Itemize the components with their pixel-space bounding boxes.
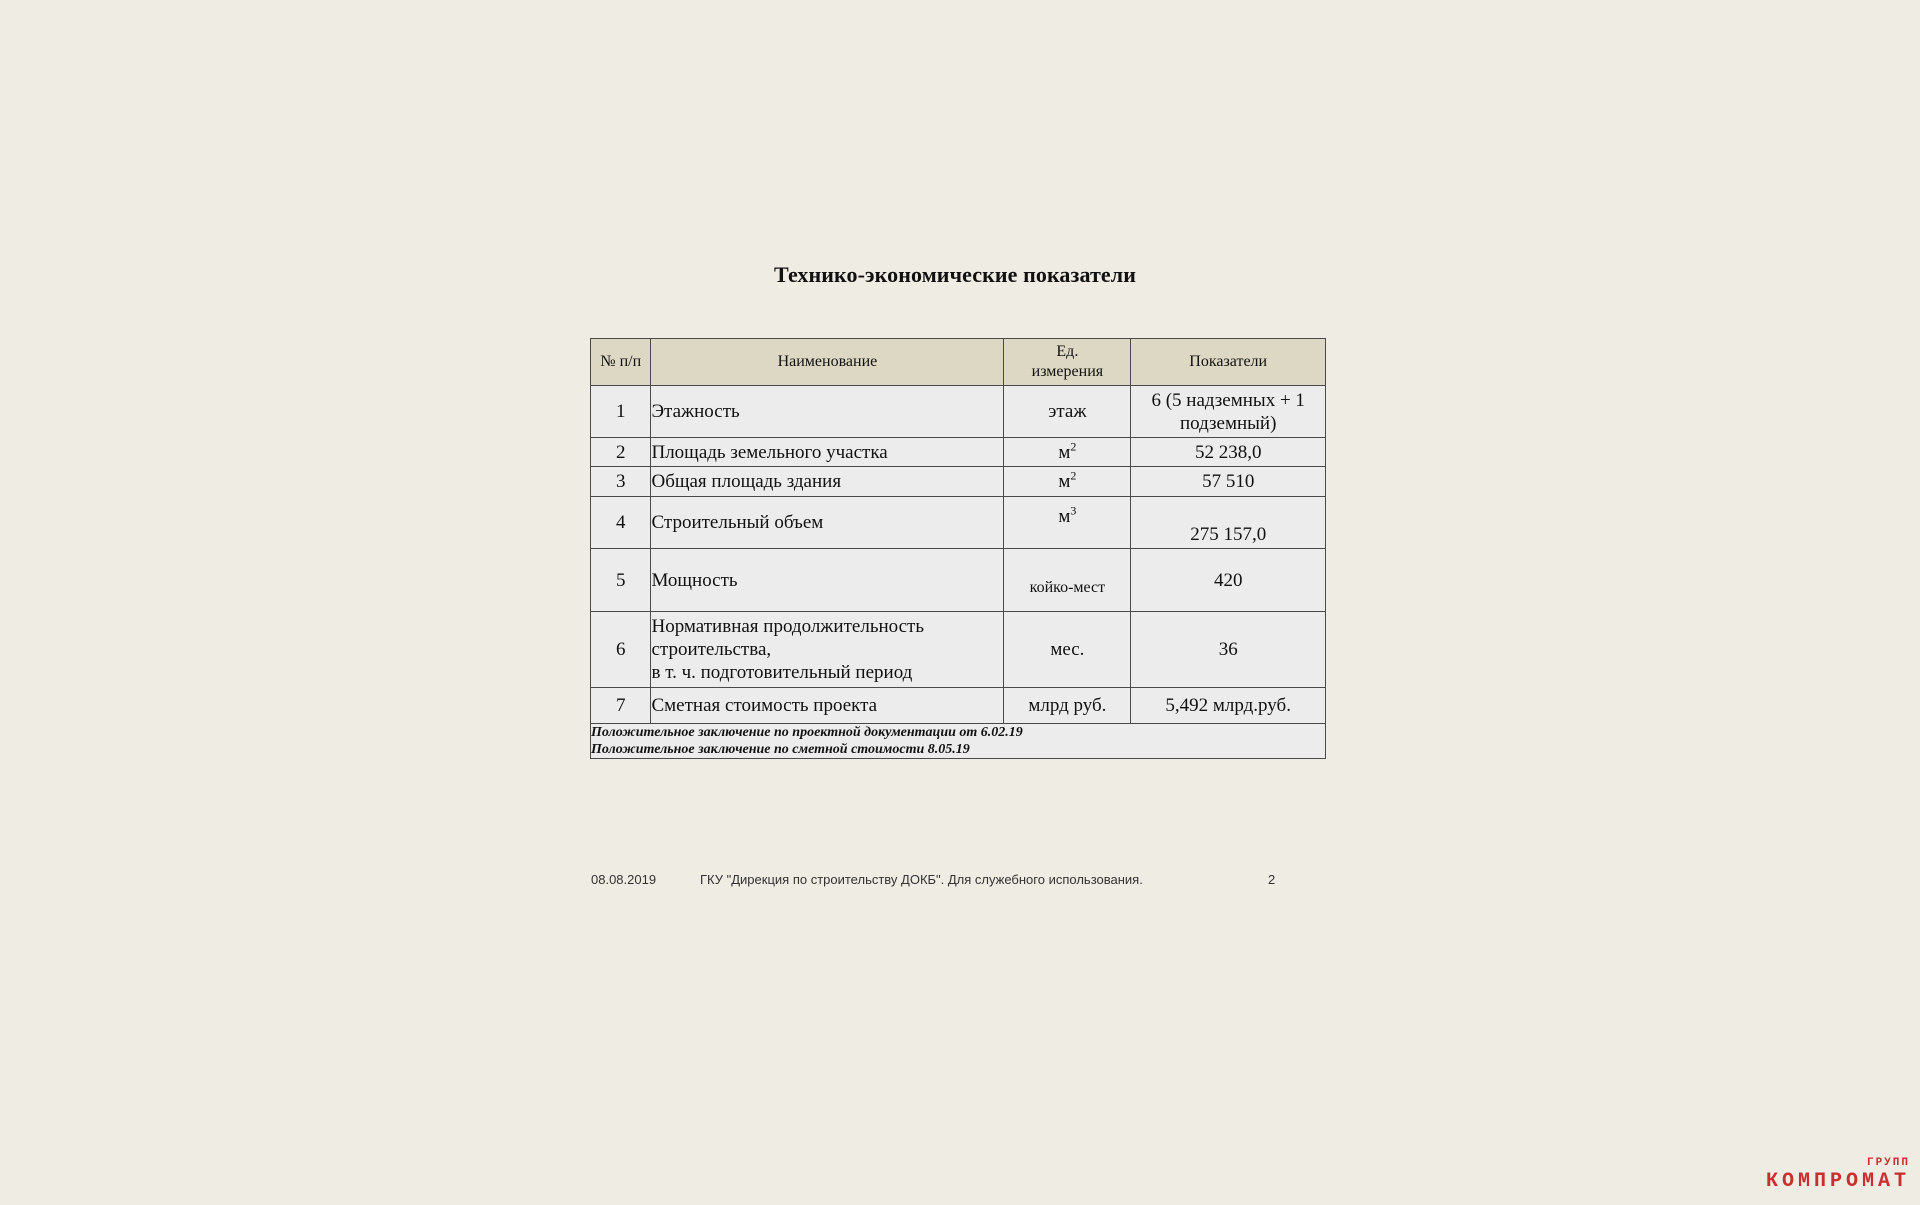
unit-superscript: 3 — [1070, 503, 1077, 518]
row-num: 1 — [591, 386, 651, 438]
row-num: 2 — [591, 438, 651, 467]
table-row — [591, 438, 1326, 467]
unit-base: м — [1058, 506, 1071, 527]
row-value: 57 510 — [1131, 467, 1326, 497]
table-header-row — [591, 339, 1326, 386]
note-cost-estimate: Положительное заключение по сметной стоимости 8.05.19 — [591, 742, 970, 757]
row-num: 5 — [591, 549, 651, 612]
footer-organization: ГКУ "Дирекция по строительству ДОКБ". Для служебного использования. — [700, 872, 1143, 887]
row-unit — [1004, 438, 1131, 467]
header-unit-line1: Ед. — [1056, 343, 1079, 360]
table-row — [591, 386, 1326, 438]
header-unit-line2: измерения — [1031, 363, 1104, 380]
row-name: Мощность — [651, 549, 1004, 612]
row-num: 7 — [591, 688, 651, 724]
row-name-line1: Нормативная продолжительность — [651, 616, 925, 637]
row-value: 5,492 млрд.руб. — [1131, 688, 1326, 724]
row-value: 36 — [1131, 612, 1326, 688]
row-value — [1131, 386, 1326, 438]
row-name: Сметная стоимость проекта — [651, 688, 1004, 724]
row-unit: койко-мест — [1004, 549, 1131, 612]
row-name — [651, 612, 1004, 688]
row-value: 52 238,0 — [1131, 438, 1326, 467]
footer-page-number: 2 — [1268, 872, 1276, 887]
row-name: Строительный объем — [651, 497, 1004, 549]
row-name: Этажность — [651, 386, 1004, 438]
row-num: 6 — [591, 612, 651, 688]
watermark-logo — [1765, 1157, 1910, 1193]
notes-row — [591, 724, 1326, 759]
row-num: 3 — [591, 467, 651, 497]
footer-date: 08.08.2019 — [591, 872, 657, 887]
document-title: Технико-экономические показатели — [774, 262, 1136, 287]
row-unit: млрд руб. — [1004, 688, 1131, 724]
watermark-small-text: ГРУПП — [1866, 1157, 1910, 1169]
row-value: 275 157,0 — [1131, 497, 1326, 549]
indicators-table — [590, 338, 1326, 759]
unit-superscript: 2 — [1070, 439, 1077, 454]
row-value-line2: подземный) — [1179, 412, 1277, 434]
row-name: Общая площадь здания — [651, 467, 1004, 497]
note-project-docs: Положительное заключение по проектной документации от 6.02.19 — [591, 725, 1023, 740]
row-unit — [1004, 467, 1131, 497]
table-row — [591, 549, 1326, 612]
row-num: 4 — [591, 497, 651, 549]
row-unit: этаж — [1004, 386, 1131, 438]
row-unit — [1004, 497, 1131, 549]
table-row — [591, 612, 1326, 688]
table-row — [591, 467, 1326, 497]
row-name: Площадь земельного участка — [651, 438, 1004, 467]
row-name-line3: в т. ч. подготовительный период — [651, 662, 913, 683]
header-unit — [1004, 339, 1131, 386]
table-row — [591, 497, 1326, 549]
unit-base: м — [1058, 441, 1071, 463]
row-value: 420 — [1131, 549, 1326, 612]
watermark-main-text: КОМПРОМАТ — [1765, 1170, 1910, 1193]
header-name: Наименование — [651, 339, 1004, 386]
approval-notes — [591, 724, 1326, 759]
unit-base: м — [1058, 471, 1071, 492]
unit-superscript: 2 — [1070, 468, 1077, 483]
header-value: Показатели — [1131, 339, 1326, 386]
header-num: № п/п — [591, 339, 651, 386]
row-value-line1: 6 (5 надземных + 1 — [1151, 389, 1305, 411]
row-name-line2: строительства, — [651, 639, 772, 660]
row-unit: мес. — [1004, 612, 1131, 688]
table-row — [591, 688, 1326, 724]
